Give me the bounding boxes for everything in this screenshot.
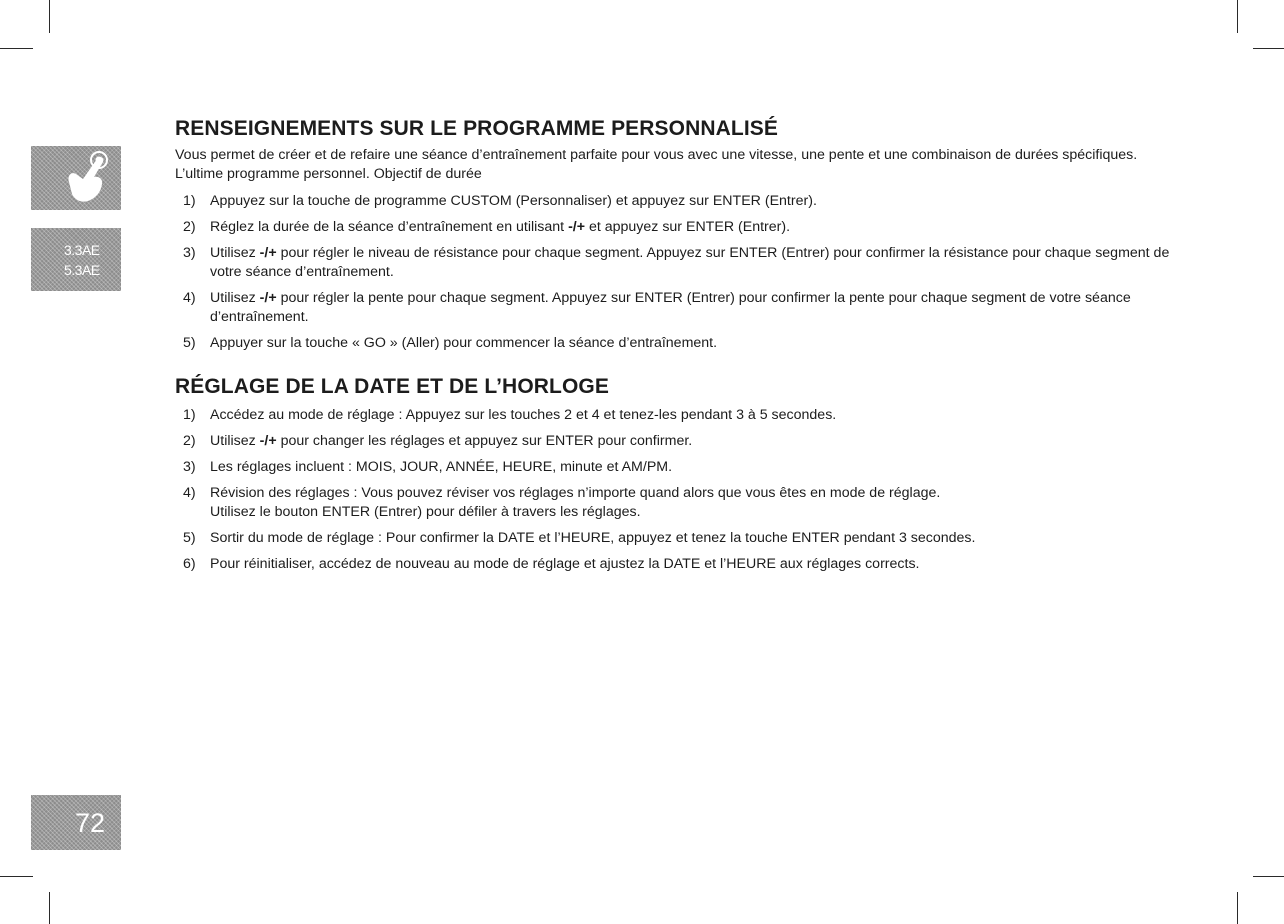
section-title: RÉGLAGE DE LA DATE ET DE L’HORLOGE bbox=[175, 375, 609, 398]
crop-mark bbox=[49, 892, 50, 924]
page-number: 72 bbox=[75, 808, 106, 838]
section-title: RENSEIGNEMENTS SUR LE PROGRAMME PERSONNALISÉ bbox=[175, 117, 778, 140]
crop-mark bbox=[49, 0, 50, 33]
main-content bbox=[175, 112, 1175, 581]
hand-touch-icon bbox=[31, 146, 121, 210]
crop-mark bbox=[0, 876, 33, 877]
section-intro: Vous permet de créer et de refaire une séance d’entraînement parfaite pour vous avec une vitesse, une pente et une combinaison de durées spécifiques. L’ultime programme personnel. Objectif de durée bbox=[175, 147, 1138, 182]
model-label: 3.3AE bbox=[64, 242, 100, 258]
list-item: 3) Les réglages incluent : MOIS, JOUR, ANNÉE, HEURE, minute et AM/PM. bbox=[183, 459, 673, 475]
list-item: 2) Réglez la durée de la séance d’entraînement en utilisant -/+ et appuyez sur ENTER (Entrer). bbox=[183, 219, 791, 235]
crop-mark bbox=[1237, 892, 1238, 924]
list-item: 1) Appuyez sur la touche de programme CUSTOM (Personnaliser) et appuyez sur ENTER (Entrer). bbox=[183, 193, 817, 209]
list-item: 4) Révision des réglages : Vous pouvez réviser vos réglages n’importe quand alors que vous êtes en mode de réglage. Utilisez le bouton ENTER (Entrer) pour défiler à travers les réglages. bbox=[183, 485, 941, 520]
list-item: 5) Sortir du mode de réglage : Pour confirmer la DATE et l’HEURE, appuyez et tenez la touche ENTER pendant 3 secondes. bbox=[183, 530, 976, 546]
crop-mark bbox=[1253, 48, 1284, 49]
crop-mark bbox=[1253, 876, 1284, 877]
model-tab bbox=[31, 228, 121, 291]
steps-list bbox=[175, 406, 1175, 574]
crop-mark bbox=[0, 48, 33, 49]
model-label: 5.3AE bbox=[64, 262, 100, 278]
list-item: 5) Appuyer sur la touche « GO » (Aller) pour commencer la séance d’entraînement. bbox=[183, 335, 718, 351]
page-number-tab bbox=[31, 795, 121, 850]
steps-list bbox=[175, 192, 1175, 353]
date-clock-section bbox=[175, 370, 1175, 574]
list-item: 6) Pour réinitialiser, accédez de nouveau au mode de réglage et ajustez la DATE et l’HEURE aux réglages corrects. bbox=[183, 556, 920, 572]
crop-mark bbox=[1237, 0, 1238, 33]
list-item: 2) Utilisez -/+ pour changer les réglages et appuyez sur ENTER pour confirmer. bbox=[183, 433, 693, 449]
list-item: 1) Accédez au mode de réglage : Appuyez sur les touches 2 et 4 et tenez-les pendant 3 à 5 secondes. bbox=[183, 407, 837, 423]
custom-program-section bbox=[175, 112, 1175, 353]
list-item: 3) Utilisez -/+ pour régler le niveau de résistance pour chaque segment. Appuyez sur ENTER (Entrer) pour confirmer la résistance pour chaque segment de votre séance d’entraînement. bbox=[183, 245, 1170, 280]
list-item: 4) Utilisez -/+ pour régler la pente pour chaque segment. Appuyez sur ENTER (Entrer) pour confirmer la pente pour chaque segment de votre séance d’entraînement. bbox=[183, 290, 1131, 325]
